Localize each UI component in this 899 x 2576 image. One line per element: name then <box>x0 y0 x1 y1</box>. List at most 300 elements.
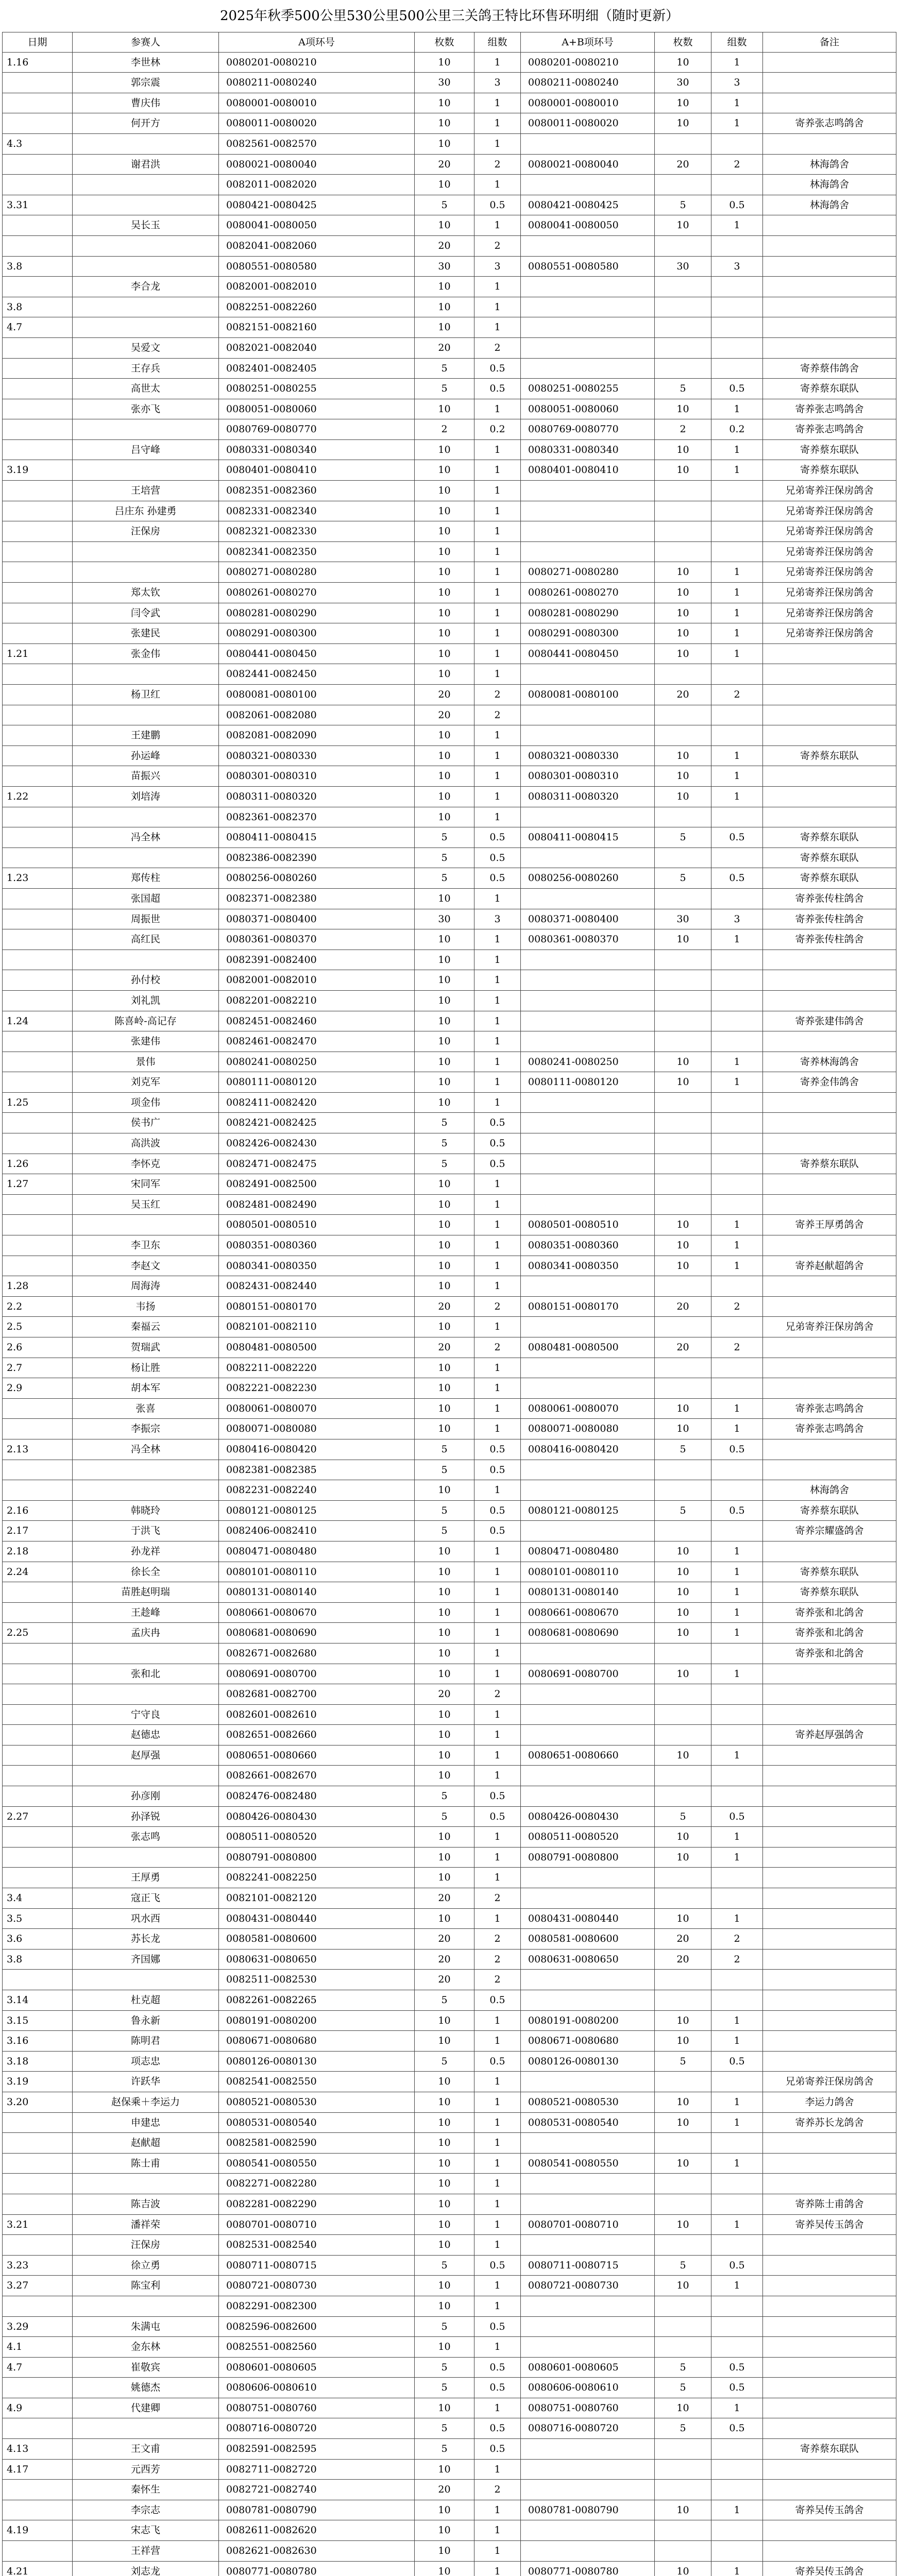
cell-ab-ring: 0080661-0080670 <box>520 1603 654 1623</box>
table-row <box>2 2520 896 2541</box>
table-row <box>2 1358 896 1379</box>
cell-ab-count: 10 <box>654 1072 711 1092</box>
cell-a-count: 10 <box>414 1399 474 1419</box>
cell-date <box>2 950 72 970</box>
cell-a-count: 5 <box>414 1460 474 1480</box>
cell-ab-count: 10 <box>654 1399 711 1419</box>
cell-ab-count <box>654 1174 711 1194</box>
cell-date <box>2 1643 72 1664</box>
table-row <box>2 1256 896 1277</box>
table-row <box>2 827 896 848</box>
cell-a-ring: 0082681-0082700 <box>218 1684 414 1704</box>
table-row <box>2 1399 896 1419</box>
cell-ab-groups <box>711 848 762 868</box>
cell-ab-groups: 1 <box>711 1745 762 1766</box>
cell-ab-groups: 2 <box>711 685 762 705</box>
cell-remarks <box>762 2378 896 2398</box>
cell-a-count: 10 <box>414 501 474 521</box>
cell-a-count: 10 <box>414 2194 474 2214</box>
cell-date <box>2 481 72 501</box>
cell-ab-ring: 0080551-0080580 <box>520 257 654 277</box>
cell-ab-groups <box>711 705 762 725</box>
cell-a-ring: 0080281-0080290 <box>218 603 414 623</box>
cell-ab-ring: 0080421-0080425 <box>520 195 654 215</box>
cell-ab-groups: 1 <box>711 2011 762 2031</box>
cell-ab-count <box>654 1480 711 1500</box>
cell-ab-ring <box>520 2541 654 2561</box>
cell-participant: 赵厚强 <box>72 1745 218 1766</box>
table-row <box>2 2541 896 2562</box>
cell-a-groups: 2 <box>474 1970 520 1990</box>
cell-a-groups: 1 <box>474 562 520 582</box>
table-row <box>2 1807 896 1827</box>
cell-remarks <box>762 2296 896 2316</box>
cell-a-groups: 1 <box>474 1052 520 1072</box>
cell-a-count: 10 <box>414 2235 474 2255</box>
cell-ab-groups <box>711 2541 762 2561</box>
cell-ab-groups <box>711 2317 762 2337</box>
cell-remarks <box>762 1766 896 1786</box>
cell-ab-count: 10 <box>654 460 711 480</box>
cell-ab-ring: 0080511-0080520 <box>520 1827 654 1847</box>
cell-remarks: 寄养蔡东联队 <box>762 1582 896 1602</box>
table-row <box>2 2398 896 2419</box>
cell-remarks: 兄弟寄养汪保房鸽舍 <box>762 562 896 582</box>
cell-participant: 汪保房 <box>72 521 218 541</box>
cell-a-count: 10 <box>414 1623 474 1643</box>
cell-a-count: 10 <box>414 1664 474 1684</box>
cell-remarks: 兄弟寄养汪保房鸽舍 <box>762 501 896 521</box>
cell-participant: 赵保乘＋李运力 <box>72 2092 218 2112</box>
cell-ab-groups <box>711 542 762 562</box>
cell-date: 4.9 <box>2 2398 72 2418</box>
cell-a-ring: 0082421-0082425 <box>218 1113 414 1133</box>
cell-a-ring: 0082201-0082210 <box>218 991 414 1011</box>
cell-a-count: 10 <box>414 2460 474 2480</box>
cell-ab-count: 10 <box>654 1541 711 1562</box>
cell-ab-count: 10 <box>654 562 711 582</box>
cell-a-groups: 1 <box>474 1848 520 1868</box>
cell-ab-count <box>654 2480 711 2500</box>
cell-ab-groups: 1 <box>711 929 762 950</box>
cell-a-count: 10 <box>414 521 474 541</box>
cell-remarks <box>762 1970 896 1990</box>
cell-remarks <box>762 1807 896 1827</box>
cell-ab-count: 10 <box>654 2154 711 2174</box>
cell-ab-groups <box>711 1011 762 1031</box>
cell-a-ring: 0080661-0080670 <box>218 1603 414 1623</box>
cell-ab-ring <box>520 1970 654 1990</box>
cell-ab-ring <box>520 950 654 970</box>
table-row <box>2 1521 896 1541</box>
cell-a-groups: 1 <box>474 399 520 419</box>
cell-ab-groups <box>711 1460 762 1480</box>
cell-date <box>2 73 72 93</box>
cell-date <box>2 399 72 419</box>
cell-a-count: 20 <box>414 685 474 705</box>
cell-participant: 元西芳 <box>72 2460 218 2480</box>
cell-remarks <box>762 2520 896 2540</box>
cell-a-groups: 2 <box>474 705 520 725</box>
cell-remarks <box>762 1113 896 1133</box>
cell-remarks: 寄养宗耀盛鸽舍 <box>762 1521 896 1541</box>
cell-a-count: 10 <box>414 807 474 827</box>
table-row <box>2 1623 896 1643</box>
cell-a-count: 5 <box>414 2317 474 2337</box>
cell-ab-count <box>654 664 711 684</box>
cell-ab-groups <box>711 338 762 358</box>
cell-ab-groups <box>711 807 762 827</box>
cell-ab-ring: 0080606-0080610 <box>520 2378 654 2398</box>
cell-a-ring: 0082541-0082550 <box>218 2072 414 2092</box>
cell-remarks: 兄弟寄养汪保房鸽舍 <box>762 481 896 501</box>
cell-a-groups: 1 <box>474 583 520 603</box>
cell-participant: 朱满屯 <box>72 2317 218 2337</box>
cell-ab-ring: 0080211-0080240 <box>520 73 654 93</box>
cell-remarks <box>762 1929 896 1949</box>
cell-a-count: 10 <box>414 1235 474 1256</box>
cell-remarks <box>762 2174 896 2194</box>
table-row <box>2 2194 896 2215</box>
table-row <box>2 766 896 787</box>
cell-a-ring: 0080121-0080125 <box>218 1501 414 1521</box>
cell-date: 3.6 <box>2 1929 72 1949</box>
table-row <box>2 1827 896 1848</box>
cell-ab-ring <box>520 297 654 317</box>
cell-a-ring: 0082471-0082475 <box>218 1154 414 1174</box>
cell-ab-groups: 1 <box>711 1623 762 1643</box>
cell-a-ring: 0080126-0080130 <box>218 2052 414 2072</box>
cell-participant: 吴爱文 <box>72 338 218 358</box>
cell-ab-ring: 0080281-0080290 <box>520 603 654 623</box>
cell-remarks <box>762 1337 896 1358</box>
cell-date: 3.5 <box>2 1909 72 1929</box>
cell-a-ring: 0080071-0080080 <box>218 1419 414 1439</box>
cell-ab-groups: 2 <box>711 1929 762 1949</box>
cell-date <box>2 1195 72 1215</box>
cell-a-count: 10 <box>414 889 474 909</box>
cell-participant: 周振世 <box>72 909 218 929</box>
cell-ab-ring: 0080321-0080330 <box>520 746 654 766</box>
table-row <box>2 1868 896 1888</box>
cell-remarks: 寄养陈士甫鸽舍 <box>762 2194 896 2214</box>
cell-a-groups: 0.5 <box>474 1501 520 1521</box>
cell-date <box>2 2480 72 2500</box>
table-row <box>2 257 896 277</box>
cell-date <box>2 338 72 358</box>
cell-ab-ring <box>520 1174 654 1194</box>
cell-date <box>2 440 72 460</box>
cell-a-count: 20 <box>414 2480 474 2500</box>
cell-date: 1.27 <box>2 1174 72 1194</box>
cell-date: 1.24 <box>2 1011 72 1031</box>
cell-a-count: 10 <box>414 1215 474 1235</box>
cell-a-count: 10 <box>414 175 474 195</box>
cell-ab-ring <box>520 1888 654 1908</box>
cell-ab-ring <box>520 2480 654 2500</box>
cell-ab-groups: 0.5 <box>711 379 762 399</box>
cell-a-ring: 0080261-0080270 <box>218 583 414 603</box>
cell-remarks: 兄弟寄养汪保房鸽舍 <box>762 623 896 643</box>
cell-ab-groups <box>711 1195 762 1215</box>
cell-a-count: 10 <box>414 1643 474 1664</box>
cell-a-count: 5 <box>414 1133 474 1154</box>
cell-a-groups: 1 <box>474 2215 520 2235</box>
cell-ab-count: 20 <box>654 155 711 175</box>
cell-ab-count <box>654 2296 711 2316</box>
cell-participant: 陈士甫 <box>72 2154 218 2174</box>
cell-remarks <box>762 664 896 684</box>
cell-a-count: 10 <box>414 317 474 337</box>
table-row <box>2 1113 896 1133</box>
cell-date <box>2 970 72 990</box>
cell-ab-groups <box>711 1725 762 1745</box>
cell-ab-ring <box>520 1276 654 1296</box>
cell-ab-groups: 1 <box>711 1256 762 1276</box>
cell-ab-count: 10 <box>654 1235 711 1256</box>
cell-ab-groups: 1 <box>711 766 762 786</box>
cell-ab-count <box>654 848 711 868</box>
cell-remarks <box>762 970 896 990</box>
cell-a-count: 10 <box>414 1256 474 1276</box>
cell-remarks: 寄养张志鸣鸽舍 <box>762 1399 896 1419</box>
table-row <box>2 1990 896 2011</box>
table-row <box>2 664 896 685</box>
cell-a-groups: 1 <box>474 664 520 684</box>
cell-date: 3.27 <box>2 2276 72 2296</box>
cell-ab-groups: 1 <box>711 1215 762 1235</box>
cell-ab-ring: 0080441-0080450 <box>520 644 654 664</box>
cell-remarks <box>762 1705 896 1725</box>
cell-participant: 苏长龙 <box>72 1929 218 1949</box>
cell-ab-groups: 1 <box>711 53 762 73</box>
cell-participant <box>72 562 218 582</box>
cell-date <box>2 1603 72 1623</box>
cell-date <box>2 1766 72 1786</box>
table-row <box>2 1888 896 1909</box>
cell-a-count: 20 <box>414 705 474 725</box>
cell-remarks <box>762 1297 896 1317</box>
cell-participant: 王存兵 <box>72 359 218 379</box>
cell-date: 3.20 <box>2 2092 72 2112</box>
cell-ab-count: 30 <box>654 73 711 93</box>
cell-a-ring: 0080051-0080060 <box>218 399 414 419</box>
table-row <box>2 1929 896 1950</box>
cell-participant: 刘克军 <box>72 1072 218 1092</box>
cell-a-ring: 0082011-0082020 <box>218 175 414 195</box>
table-row <box>2 2439 896 2460</box>
cell-ab-ring: 0080051-0080060 <box>520 399 654 419</box>
cell-remarks: 林海鸽舍 <box>762 1480 896 1500</box>
cell-a-count: 20 <box>414 1684 474 1704</box>
cell-a-count: 10 <box>414 1541 474 1562</box>
cell-ab-count <box>654 277 711 297</box>
cell-remarks: 寄养张志鸣鸽舍 <box>762 399 896 419</box>
cell-a-count: 5 <box>414 2358 474 2378</box>
header-a-groups: 组数 <box>474 32 520 52</box>
cell-ab-ring <box>520 359 654 379</box>
cell-a-ring: 0080041-0080050 <box>218 215 414 235</box>
cell-remarks <box>762 1541 896 1562</box>
cell-date: 2.13 <box>2 1439 72 1460</box>
cell-a-count: 5 <box>414 1113 474 1133</box>
cell-ab-groups: 1 <box>711 2031 762 2051</box>
cell-a-groups: 1 <box>474 603 520 623</box>
cell-remarks: 寄养张和北鸽舍 <box>762 1623 896 1643</box>
cell-ab-ring <box>520 1031 654 1052</box>
cell-ab-count: 10 <box>654 1827 711 1847</box>
cell-a-ring: 0080651-0080660 <box>218 1745 414 1766</box>
cell-participant <box>72 705 218 725</box>
cell-a-groups: 1 <box>474 521 520 541</box>
cell-a-ring: 0080751-0080760 <box>218 2398 414 2418</box>
cell-remarks: 林海鸽舍 <box>762 155 896 175</box>
table-row <box>2 1235 896 1256</box>
cell-ab-groups <box>711 1521 762 1541</box>
cell-a-ring: 0082231-0082240 <box>218 1480 414 1500</box>
cell-ab-ring: 0080771-0080780 <box>520 2562 654 2576</box>
cell-ab-count <box>654 1766 711 1786</box>
cell-ab-groups: 1 <box>711 2215 762 2235</box>
cell-a-groups: 1 <box>474 1195 520 1215</box>
cell-participant: 陈明君 <box>72 2031 218 2051</box>
cell-participant: 闫令武 <box>72 603 218 623</box>
cell-ab-groups: 1 <box>711 2092 762 2112</box>
cell-ab-count <box>654 2194 711 2214</box>
cell-a-ring: 0080606-0080610 <box>218 2378 414 2398</box>
document-title: 2025年秋季500公里530公里500公里三关鸽王特比环售环明细（随时更新） <box>219 8 680 24</box>
cell-ab-ring: 0080481-0080500 <box>520 1337 654 1358</box>
table-row <box>2 1705 896 1725</box>
cell-date <box>2 807 72 827</box>
cell-a-count: 10 <box>414 1480 474 1500</box>
table-row <box>2 2562 896 2576</box>
cell-participant <box>72 460 218 480</box>
cell-a-ring: 0080131-0080140 <box>218 1582 414 1602</box>
cell-ab-ring <box>520 501 654 521</box>
cell-a-groups: 0.5 <box>474 1133 520 1154</box>
cell-remarks <box>762 2052 896 2072</box>
cell-date <box>2 1399 72 1419</box>
cell-a-ring: 0080401-0080410 <box>218 460 414 480</box>
cell-a-count: 10 <box>414 53 474 73</box>
cell-date: 3.8 <box>2 1950 72 1970</box>
cell-a-ring: 0080769-0080770 <box>218 419 414 439</box>
cell-ab-groups: 0.5 <box>711 2378 762 2398</box>
cell-remarks <box>762 1827 896 1847</box>
cell-a-groups: 1 <box>474 1419 520 1439</box>
cell-a-ring: 0080301-0080310 <box>218 766 414 786</box>
cell-a-ring: 0082331-0082340 <box>218 501 414 521</box>
table-row <box>2 2256 896 2276</box>
table-row <box>2 2154 896 2174</box>
cell-participant: 潘祥荣 <box>72 2215 218 2235</box>
cell-a-ring: 0082281-0082290 <box>218 2194 414 2214</box>
table-row <box>2 1011 896 1032</box>
cell-a-groups: 2 <box>474 155 520 175</box>
cell-participant <box>72 257 218 277</box>
cell-a-groups: 1 <box>474 2011 520 2031</box>
cell-remarks <box>762 705 896 725</box>
cell-a-ring: 0080361-0080370 <box>218 929 414 950</box>
cell-a-ring: 0082351-0082360 <box>218 481 414 501</box>
cell-a-groups: 0.5 <box>474 1439 520 1460</box>
cell-date <box>2 1052 72 1072</box>
cell-ab-groups <box>711 1970 762 1990</box>
cell-a-ring: 0082251-0082260 <box>218 297 414 317</box>
cell-ab-groups: 2 <box>711 1950 762 1970</box>
cell-a-groups: 1 <box>474 113 520 133</box>
cell-remarks <box>762 685 896 705</box>
cell-a-ring: 0080111-0080120 <box>218 1072 414 1092</box>
table-row <box>2 399 896 420</box>
cell-participant: 胡本军 <box>72 1378 218 1398</box>
cell-a-ring: 0080791-0080800 <box>218 1848 414 1868</box>
cell-a-groups: 2 <box>474 236 520 256</box>
cell-a-ring: 0082391-0082400 <box>218 950 414 970</box>
cell-participant: 李振宗 <box>72 1419 218 1439</box>
cell-remarks: 寄养苏长龙鸽舍 <box>762 2113 896 2133</box>
cell-date: 4.13 <box>2 2439 72 2459</box>
cell-ab-count: 10 <box>654 2011 711 2031</box>
cell-a-ring: 0082491-0082500 <box>218 1174 414 1194</box>
cell-a-count: 10 <box>414 113 474 133</box>
cell-date <box>2 603 72 623</box>
cell-ab-ring: 0080271-0080280 <box>520 562 654 582</box>
cell-ab-groups: 0.5 <box>711 1807 762 1827</box>
cell-a-groups: 1 <box>474 2296 520 2316</box>
cell-remarks <box>762 725 896 745</box>
cell-ab-count: 10 <box>654 1909 711 1929</box>
cell-a-ring: 0080001-0080010 <box>218 93 414 113</box>
table-row <box>2 1052 896 1073</box>
cell-a-groups: 1 <box>474 93 520 113</box>
cell-date <box>2 1460 72 1480</box>
cell-a-ring: 0080691-0080700 <box>218 1664 414 1684</box>
cell-date: 2.9 <box>2 1378 72 1398</box>
cell-remarks: 寄养蔡东联队 <box>762 746 896 766</box>
table-row <box>2 1848 896 1868</box>
cell-ab-count <box>654 2133 711 2153</box>
cell-participant: 张国超 <box>72 889 218 909</box>
cell-a-groups: 1 <box>474 623 520 643</box>
table-row <box>2 542 896 563</box>
cell-a-groups: 2 <box>474 1950 520 1970</box>
cell-ab-count <box>654 1011 711 1031</box>
cell-ab-groups <box>711 1684 762 1704</box>
cell-date <box>2 1419 72 1439</box>
cell-a-ring: 0082061-0082080 <box>218 705 414 725</box>
cell-ab-ring: 0080311-0080320 <box>520 787 654 807</box>
table-row <box>2 2337 896 2358</box>
cell-remarks: 寄养赵献超鸽舍 <box>762 1256 896 1276</box>
cell-ab-ring: 0080071-0080080 <box>520 1419 654 1439</box>
cell-ab-count <box>654 1195 711 1215</box>
cell-ab-groups <box>711 1766 762 1786</box>
cell-a-groups: 0.5 <box>474 2418 520 2438</box>
table-row <box>2 1603 896 1623</box>
cell-ab-groups: 1 <box>711 1909 762 1929</box>
cell-a-ring: 0082371-0082380 <box>218 889 414 909</box>
cell-a-groups: 1 <box>474 1358 520 1378</box>
cell-a-groups: 0.5 <box>474 1990 520 2010</box>
cell-ab-ring: 0080601-0080605 <box>520 2358 654 2378</box>
cell-ab-ring <box>520 1113 654 1133</box>
cell-ab-count: 10 <box>654 623 711 643</box>
table-row <box>2 1460 896 1481</box>
cell-ab-groups: 1 <box>711 440 762 460</box>
cell-a-groups: 1 <box>474 317 520 337</box>
